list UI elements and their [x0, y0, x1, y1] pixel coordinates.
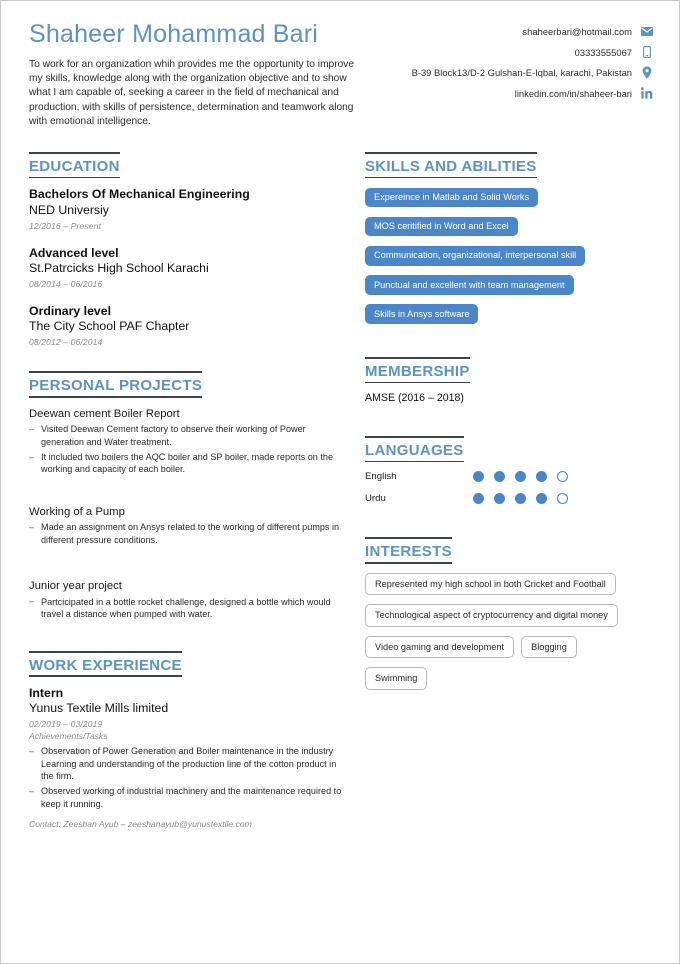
- contact-row-linkedin[interactable]: [391, 87, 653, 100]
- work-entry: [29, 686, 349, 829]
- project-entry: [29, 579, 349, 620]
- skill-pill-list: [365, 187, 665, 333]
- work-company: Yunus Textile Mills limited: [29, 701, 169, 716]
- education-degree: Bachelors Of Mechanical Engineering: [29, 187, 250, 202]
- section-heading-education: EDUCATION: [29, 157, 120, 175]
- education-institution: NED Universiy: [29, 202, 109, 217]
- heading-rule-bottom: [29, 177, 120, 179]
- language-level-dots: [473, 493, 568, 504]
- bullet-dash-icon: –: [29, 785, 35, 796]
- bullet-dash-icon: –: [29, 596, 35, 607]
- project-entry: [29, 505, 349, 546]
- list-item: [29, 785, 349, 810]
- section-membership: [365, 357, 665, 406]
- section-heading-personal-projects: PERSONAL PROJECTS: [29, 377, 203, 395]
- skill-pill: Punctual and excellent with team management: [365, 275, 574, 295]
- email-icon: [641, 25, 653, 38]
- project-bullets: [29, 423, 349, 475]
- section-heading-interests: INTERESTS: [365, 543, 452, 561]
- phone-text: 03333555067: [574, 46, 632, 58]
- profile-summary: To work for an organization whih provides me the opportunity to improve my skills, knowledge along with the organization objective and to show what I am capable of, seeking a career in the field of mechanical and production, with skills of persistence, determination and teamwork along with emotional intelligence.: [29, 58, 355, 128]
- right-column: [365, 152, 665, 831]
- heading-rule-bottom: [29, 675, 182, 677]
- heading-rule-bottom: [365, 382, 470, 384]
- language-row: [365, 493, 665, 504]
- heading-rule-bottom: [29, 396, 202, 398]
- list-item: [29, 596, 349, 621]
- resume-columns: [29, 152, 653, 831]
- project-title: Working of a Pump: [29, 505, 125, 518]
- interest-pill-list: [365, 573, 665, 699]
- interest-pill: Blogging: [521, 636, 577, 659]
- section-languages: [365, 436, 665, 504]
- bullet-dash-icon: –: [29, 745, 35, 756]
- heading-rule-bottom: [365, 562, 452, 564]
- language-name: Urdu: [365, 493, 386, 505]
- level-dot-filled: [473, 471, 484, 482]
- skill-pill: Communication, organizational, interpersonal skill: [365, 246, 585, 266]
- projects-heading-wrap: [29, 371, 202, 397]
- project-entry: [29, 407, 349, 476]
- bullet-dash-icon: –: [29, 423, 35, 434]
- language-row: [365, 471, 665, 482]
- page-title: Shaheer Mohammad Bari: [29, 20, 319, 48]
- section-education: [29, 152, 349, 347]
- language-name: English: [365, 471, 397, 483]
- skill-pill: MOS ceritified in Word and Excel: [365, 217, 518, 237]
- linkedin-text[interactable]: linkedin.com/in/shaheer-bari: [514, 87, 632, 99]
- interest-pill: Video gaming and development: [365, 636, 514, 659]
- education-heading-wrap: [29, 152, 120, 178]
- project-title: Junior year project: [29, 580, 122, 593]
- contact-block: [391, 21, 653, 107]
- work-dates: 02/2019 – 03/2019: [29, 719, 103, 730]
- project-title: Deewan cement Boiler Report: [29, 407, 180, 420]
- list-item: [29, 423, 349, 448]
- bullet-dash-icon: –: [29, 521, 35, 532]
- bullet-text: It included two boilers the AQC boiler and SP boiler, made reports on the working and capacity of each boiler.: [41, 452, 334, 475]
- bullet-text: Observed working of industrial machinery and the maintenance required to keep it running.: [41, 786, 342, 809]
- level-dot-filled: [536, 493, 547, 504]
- education-degree: Advanced level: [29, 245, 119, 260]
- work-bullets: [29, 745, 349, 810]
- project-bullets: [29, 521, 349, 546]
- interest-pill: Technological aspect of cryptocurrency and digital money: [365, 604, 618, 627]
- section-interests: [365, 537, 665, 699]
- skill-pill: Expereince in Matlab and Solid Works: [365, 188, 538, 208]
- languages-heading-wrap: [365, 436, 464, 462]
- level-dot-filled: [494, 493, 505, 504]
- location-icon: [641, 66, 653, 79]
- section-heading-languages: LANGUAGES: [365, 441, 464, 459]
- interest-pill: Swimming: [365, 667, 427, 690]
- skills-heading-wrap: [365, 152, 537, 178]
- language-level-dots: [473, 471, 568, 482]
- list-item: [29, 745, 349, 782]
- linkedin-icon[interactable]: [641, 87, 653, 100]
- bullet-text: Visited Deewan Cement factory to observe their working of Power generation and Water treatment.: [41, 424, 306, 447]
- education-dates: 12/2016 – Present: [29, 220, 101, 231]
- interest-pill: Represented my high school in both Cricket and Football: [365, 573, 616, 596]
- level-dot-filled: [494, 471, 505, 482]
- address-text: B-39 Block13/D-2 Gulshan-E-Iqbal, karachi, Pakistan: [411, 67, 632, 78]
- skill-pill: Skills in Ansys software: [365, 304, 478, 324]
- level-dot-empty: [557, 493, 568, 504]
- heading-rule-bottom: [365, 177, 537, 179]
- phone-icon: [641, 46, 653, 59]
- bullet-text: Partcicipated in a bottle rocket challenge, designed a bottle which would travel a distance when pumped with water.: [41, 596, 331, 620]
- education-entry: [29, 246, 349, 289]
- education-dates: 08/2014 – 06/2016: [29, 278, 103, 289]
- email-text: shaheerbari@hotmail.com: [522, 26, 632, 37]
- header-left: [29, 21, 379, 130]
- level-dot-filled: [473, 493, 484, 504]
- section-personal-projects: [29, 371, 349, 620]
- education-degree: Ordinary level: [29, 303, 112, 318]
- bullet-text: Made an assignment on Ansys related to the working of different pumps in different pressure conditions.: [41, 522, 340, 545]
- section-heading-work-experience: WORK EXPERIENCE: [29, 656, 182, 674]
- section-heading-skills: SKILLS AND ABILITIES: [365, 157, 537, 175]
- level-dot-filled: [515, 493, 526, 504]
- education-institution: The City School PAF Chapter: [29, 319, 190, 334]
- level-dot-filled: [515, 471, 526, 482]
- heading-rule-bottom: [365, 461, 464, 463]
- section-heading-membership: MEMBERSHIP: [365, 362, 470, 380]
- list-item: [29, 451, 349, 476]
- level-dot-filled: [536, 471, 547, 482]
- project-bullets: [29, 596, 349, 621]
- section-work-experience: [29, 651, 349, 829]
- bullet-text: Observation of Power Generation and Boiler maintenance in the industry Learning and understanding of the production line of the cotton product in the firm.: [41, 746, 337, 781]
- membership-heading-wrap: [365, 357, 470, 383]
- contact-row-phone: [391, 46, 653, 59]
- education-institution: St.Patrcicks High School Karachi: [29, 260, 209, 275]
- left-column: [29, 152, 349, 831]
- contact-row-address: [391, 66, 653, 79]
- section-skills: [365, 152, 665, 333]
- education-entry: [29, 304, 349, 347]
- membership-text: AMSE (2016 – 2018): [365, 392, 464, 405]
- list-item: [29, 521, 349, 546]
- contact-row-email: [391, 25, 653, 38]
- level-dot-empty: [557, 471, 568, 482]
- work-meta-label: Achievements/Tasks: [29, 731, 108, 742]
- work-contact-note: Contact: Zeeshan Ayub – zeeshanayub@yunustextile.com: [29, 819, 252, 830]
- work-role: Intern: [29, 685, 64, 700]
- education-entry: [29, 187, 349, 230]
- column-gap: [349, 152, 365, 831]
- bullet-dash-icon: –: [29, 451, 35, 462]
- education-dates: 08/2012 – 06/2014: [29, 337, 103, 348]
- resume-header: [29, 21, 653, 130]
- work-heading-wrap: [29, 651, 182, 677]
- interests-heading-wrap: [365, 537, 452, 563]
